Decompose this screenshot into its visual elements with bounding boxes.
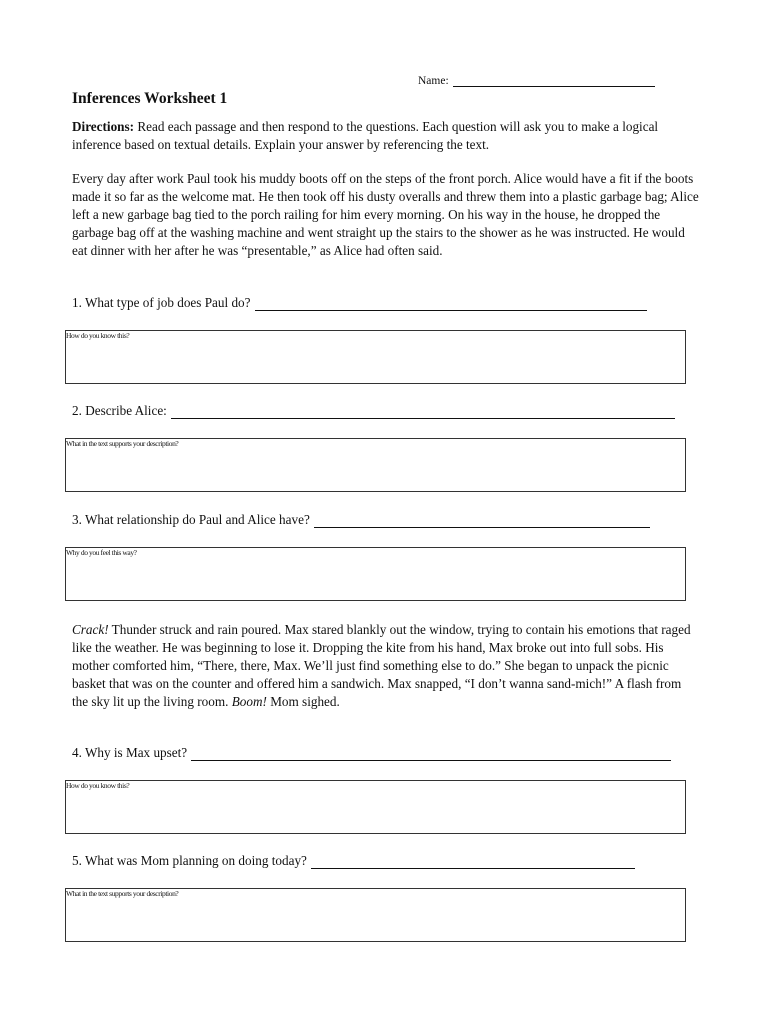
passage-2 bbox=[72, 621, 700, 711]
name-field bbox=[418, 74, 655, 87]
question-4-answer-box[interactable] bbox=[65, 780, 686, 834]
passage-2-text-a: Thunder struck and rain poured. Max stared blankly out the window, trying to contain his emotions that raged like the weather. He was beginning to lose it. Dropping the kite from his hand, Max broke out into full sobs. His mother comforted him, “There, there, Max. We’ll just find something else to do.” She began to unpack the picnic basket that was on the counter and offered him a sandwich. Max snapped, “I don’t wanna sand-mich!” A flash from the sky lit up the living room. bbox=[72, 622, 691, 709]
question-3-prompt: Why do you feel this way? bbox=[66, 548, 137, 557]
question-1-prompt: How do you know this? bbox=[66, 331, 130, 340]
passage-1: Every day after work Paul took his muddy boots off on the steps of the front porch. Alice would have a fit if the boots made it so far as the welcome mat. He then took off his dusty overalls and threw them into a plastic garbage bag; Alice left a new garbage bag tied to the porch railing for him every morning. On his way in the house, he dropped the garbage bag off at the washing machine and went straight up the stairs to the shower as he was instructed. He would eat dinner with her after he was “presentable,” as Alice had often said. bbox=[72, 171, 699, 258]
question-2-prompt: What in the text supports your description? bbox=[66, 439, 179, 448]
question-5-answer-box[interactable] bbox=[65, 888, 686, 942]
question-1-text: 1. What type of job does Paul do? bbox=[72, 295, 251, 310]
question-5-answer-line[interactable] bbox=[311, 855, 635, 869]
question-2 bbox=[72, 403, 675, 419]
worksheet-title: Inferences Worksheet 1 bbox=[72, 90, 228, 107]
question-4-prompt: How do you know this? bbox=[66, 781, 130, 790]
passage-2-crack: Crack! bbox=[72, 622, 109, 637]
question-2-text: 2. Describe Alice: bbox=[72, 403, 167, 418]
question-1 bbox=[72, 295, 647, 311]
question-4-text: 4. Why is Max upset? bbox=[72, 745, 188, 760]
question-4-answer-line[interactable] bbox=[191, 747, 671, 761]
passage-2-boom: Boom! bbox=[231, 694, 267, 709]
question-5-text: 5. What was Mom planning on doing today? bbox=[72, 853, 307, 868]
question-3-answer-line[interactable] bbox=[314, 514, 650, 528]
passage-2-text-b: Mom sighed. bbox=[266, 694, 340, 709]
question-3 bbox=[72, 512, 650, 528]
directions-paragraph bbox=[72, 118, 700, 154]
question-4 bbox=[72, 745, 671, 761]
question-5-prompt: What in the text supports your description? bbox=[66, 889, 179, 898]
name-label: Name: bbox=[418, 75, 449, 87]
question-3-answer-box[interactable] bbox=[65, 547, 686, 601]
question-2-answer-line[interactable] bbox=[171, 405, 675, 419]
directions-label: Directions: bbox=[72, 119, 135, 134]
directions-text: Read each passage and then respond to the questions. Each question will ask you to make a logical inference based on textual details. Explain your answer by referencing the text. bbox=[72, 119, 659, 152]
question-1-answer-box[interactable] bbox=[65, 330, 686, 384]
question-3-text: 3. What relationship do Paul and Alice have? bbox=[72, 512, 310, 527]
question-2-answer-box[interactable] bbox=[65, 438, 686, 492]
name-blank-line[interactable] bbox=[453, 74, 655, 87]
question-1-answer-line[interactable] bbox=[255, 297, 647, 311]
question-5 bbox=[72, 853, 635, 869]
